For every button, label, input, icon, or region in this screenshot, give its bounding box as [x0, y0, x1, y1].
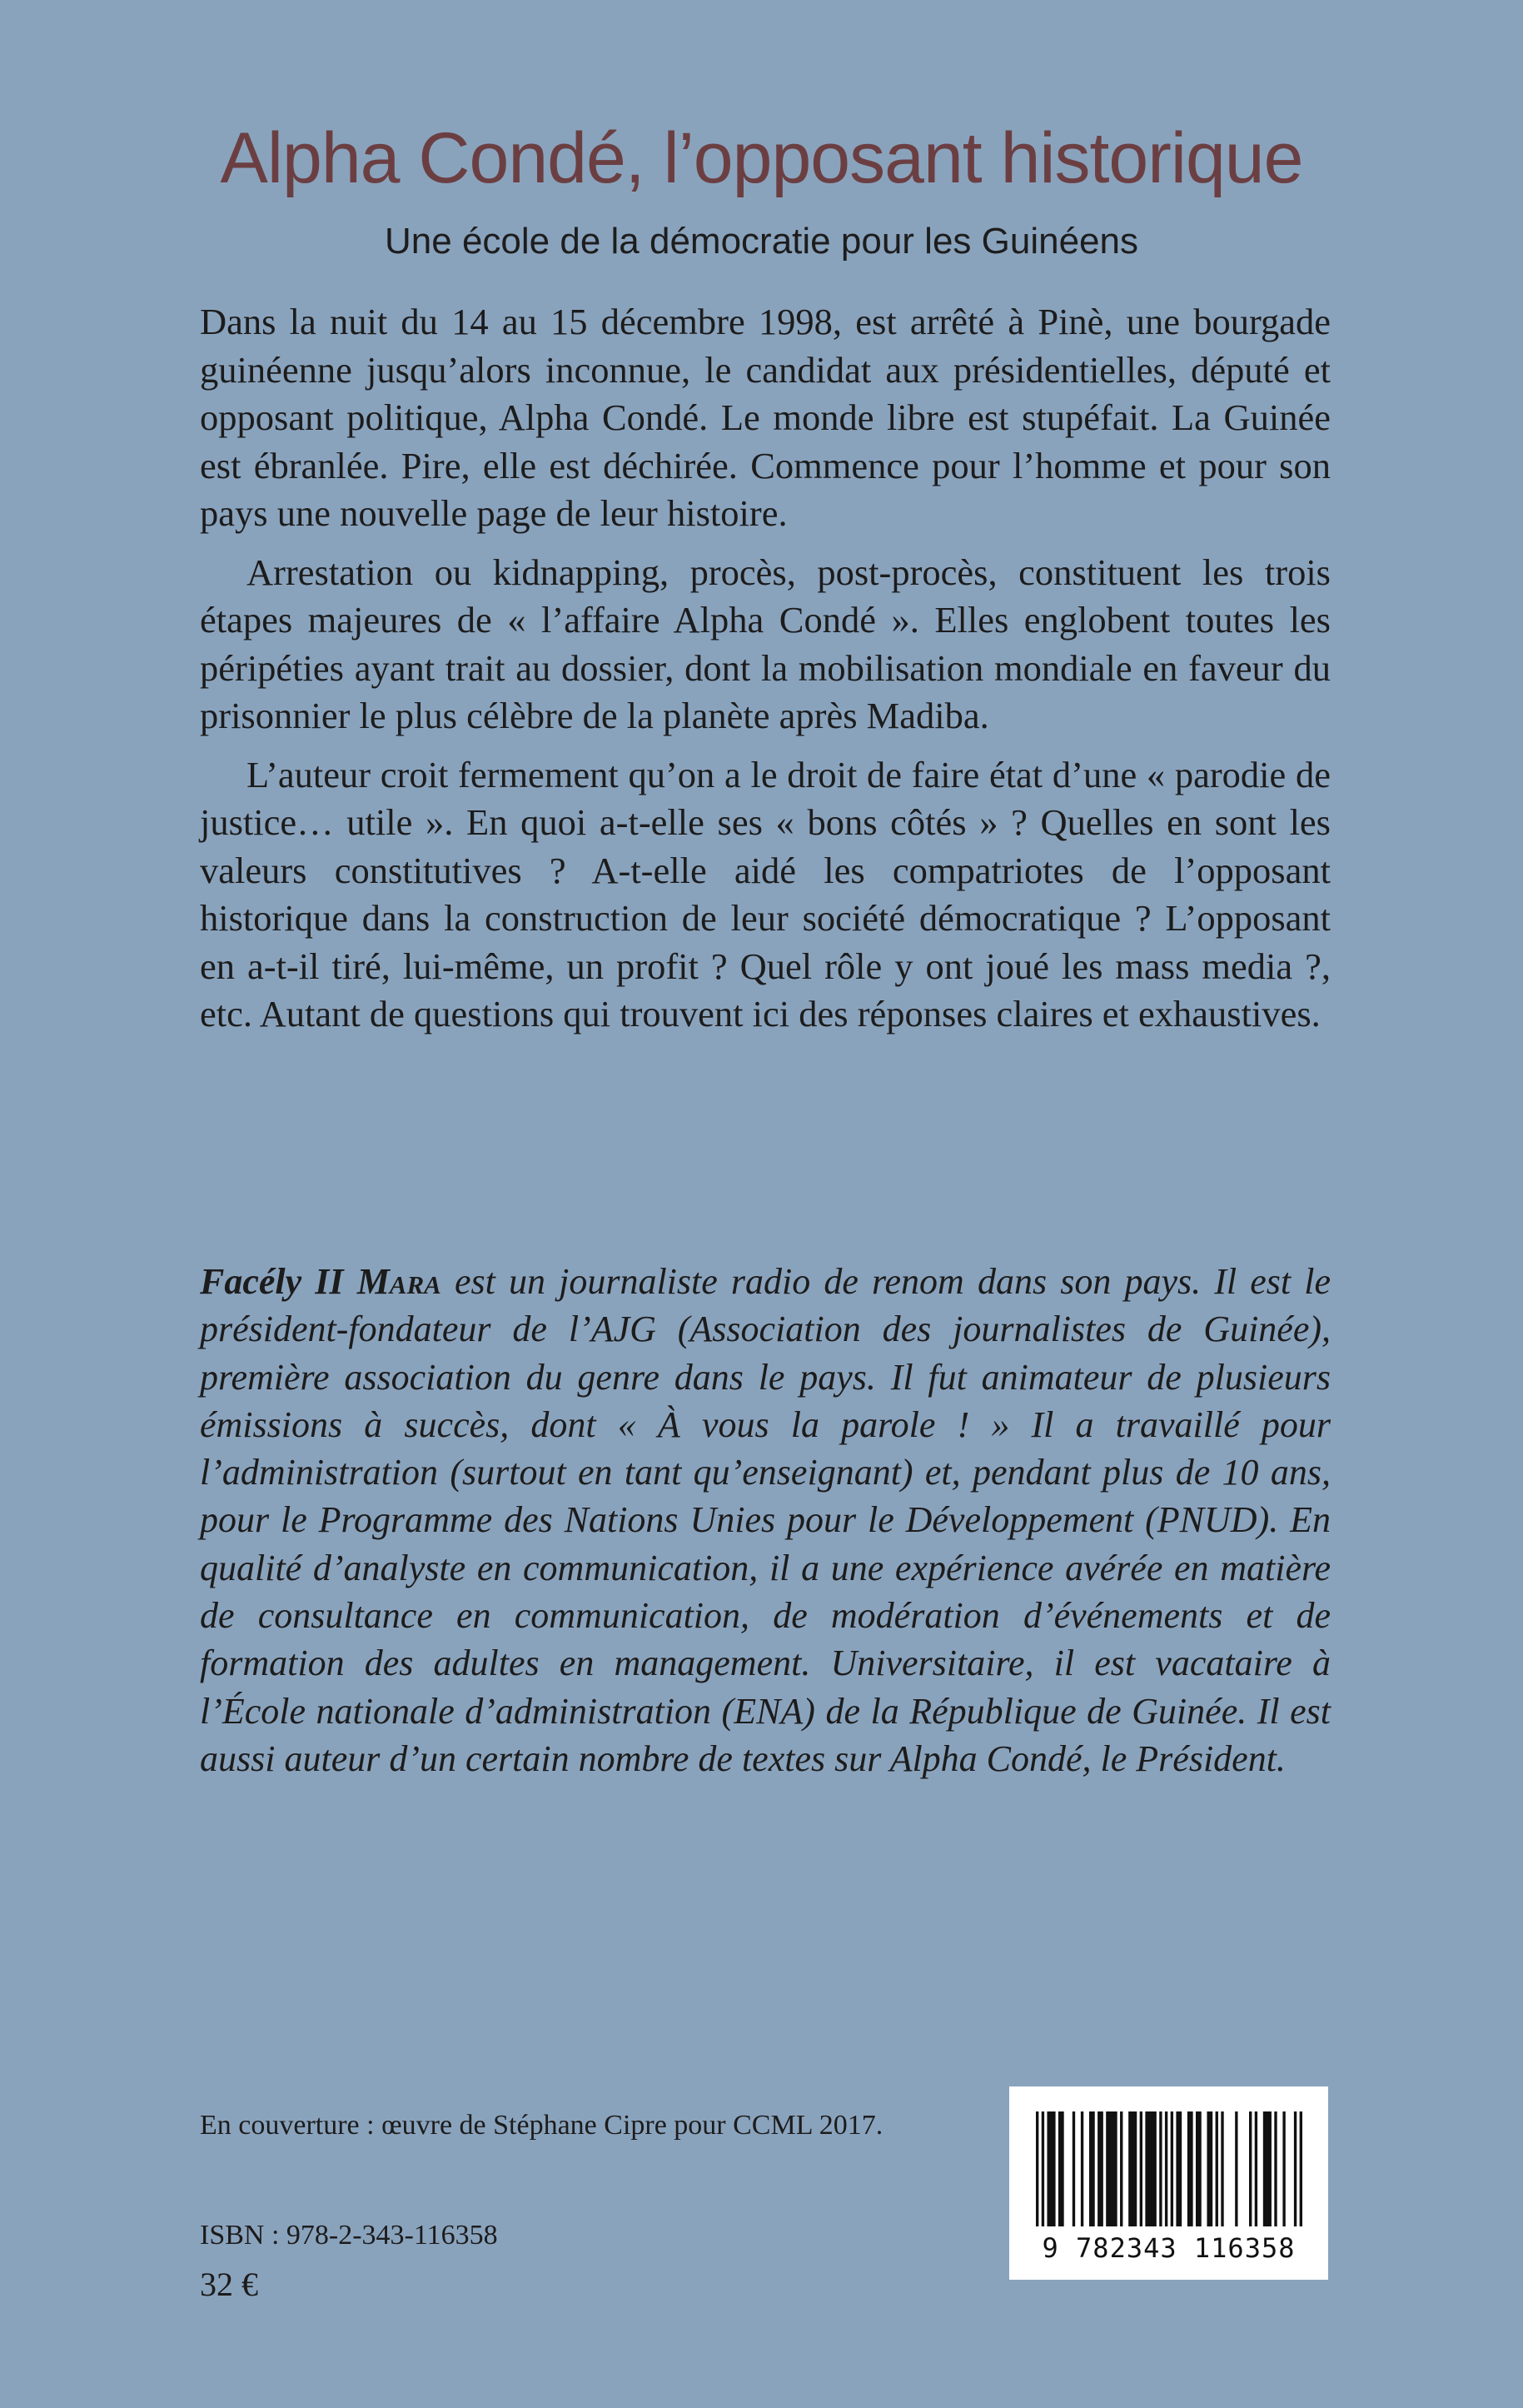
barcode-bar — [1255, 2111, 1257, 2226]
barcode-bar — [1089, 2111, 1095, 2226]
barcode-bar — [1235, 2111, 1237, 2226]
barcode-bar — [1176, 2111, 1182, 2226]
author-name — [200, 1261, 441, 1302]
barcode — [1009, 2086, 1328, 2280]
price-text: 32 € — [200, 2266, 258, 2303]
barcode-bar — [1120, 2111, 1122, 2226]
barcode-bar — [1159, 2111, 1162, 2226]
blurb-paragraph: Dans la nuit du 14 au 15 décembre 1998, est arrêté à Pinè, une bourgade guinéenne jusqu’alors inconnue, le candidat aux présidentielles, député et opposant politique, Alpha Condé. Le monde libre est stupéfait. La Guinée est ébranlée. Pire, elle est déchirée. Commence pour l’homme et pour son pays une nouvelle page de leur histoire. — [200, 301, 1331, 534]
barcode-bar — [1145, 2111, 1156, 2226]
barcode-bar — [1300, 2111, 1302, 2226]
barcode-bar — [1249, 2111, 1252, 2226]
author-bio — [200, 1258, 1331, 1782]
barcode-bar — [1047, 2111, 1055, 2226]
blurb-text — [200, 298, 1331, 1039]
barcode-digits: 9 782343 116358 — [1042, 2232, 1296, 2264]
barcode-bar — [1294, 2111, 1297, 2226]
barcode-bar — [1106, 2111, 1117, 2226]
author-last-name: Mara — [356, 1261, 441, 1302]
barcode-bars — [1036, 2111, 1302, 2226]
blurb-paragraph: Arrestation ou kidnapping, procès, post-procès, constituent les trois étapes majeures de « l’affaire Alpha Condé ». Elles englobent toutes les péripéties ayant trait au dossier, dont la mobilisation mondiale en faveur du prisonnier le plus célèbre de la planète après Madiba. — [200, 551, 1331, 736]
barcode-bar — [1187, 2111, 1193, 2226]
barcode-bar — [1171, 2111, 1173, 2226]
barcode-bar — [1128, 2111, 1137, 2226]
barcode-bar — [1042, 2111, 1044, 2226]
barcode-bar — [1196, 2111, 1202, 2226]
barcode-bar — [1221, 2111, 1223, 2226]
barcode-bar — [1081, 2111, 1083, 2226]
barcode-bar — [1073, 2111, 1075, 2226]
barcode-bar — [1140, 2111, 1142, 2226]
cover-credit: En couverture : œuvre de Stéphane Cipre pour CCML 2017. — [200, 2110, 883, 2141]
barcode-bar — [1058, 2111, 1064, 2226]
blurb-paragraph: L’auteur croit fermement qu’on a le droit de faire état d’une « parodie de justice… utile ». En quoi a-t-elle ses « bons côtés » ? Quelles en sont les valeurs constitutives ? A-t-elle aidé les compatriotes de l’opposant historique dans la construction de leur société démocratique ? L’opposant en a-t-il tiré, lui-même, un profit ? Quel rôle y ont joué les mass media ?, etc. Autant de questions qui trouvent ici des réponses claires et exhaustives. — [200, 753, 1331, 1034]
barcode-bar — [1036, 2111, 1038, 2226]
author-bio-text: est un journaliste radio de renom dans son pays. Il est le président-fondateur de l’AJG (Association des journalistes de Guinée), première association du genre dans le pays. Il fut animateur de plusieurs émissions à succès, dont « À vous la parole ! » Il a travaillé pour l’administration (surtout en tant qu’enseignant) et, pendant plus de 10 ans, pour le Programme des Nations Unies pour le Développement (PNUD). En qualité d’analyste en communication, il a une expérience avérée en matière de consultance en communication, de modération d’événements et de formation des adultes en management. Universitaire, il est vacataire à l’École nationale d’administration (ENA) de la République de Guinée. Il est aussi auteur d’un certain nombre de textes sur Alpha Condé, le Président. — [200, 1261, 1331, 1779]
author-first-name: Facély II — [200, 1261, 344, 1302]
barcode-bar — [1207, 2111, 1212, 2226]
book-title: Alpha Condé, l’opposant historique — [220, 118, 1303, 198]
barcode-bar — [1216, 2111, 1218, 2226]
barcode-bar — [1263, 2111, 1272, 2226]
barcode-bar — [1282, 2111, 1285, 2226]
barcode-bar — [1097, 2111, 1103, 2226]
barcode-bar — [1165, 2111, 1167, 2226]
book-subtitle: Une école de la démocratie pour les Guinéens — [385, 221, 1138, 262]
barcode-bar — [1274, 2111, 1277, 2226]
isbn-text: ISBN : 978-2-343-116358 — [200, 2220, 498, 2251]
